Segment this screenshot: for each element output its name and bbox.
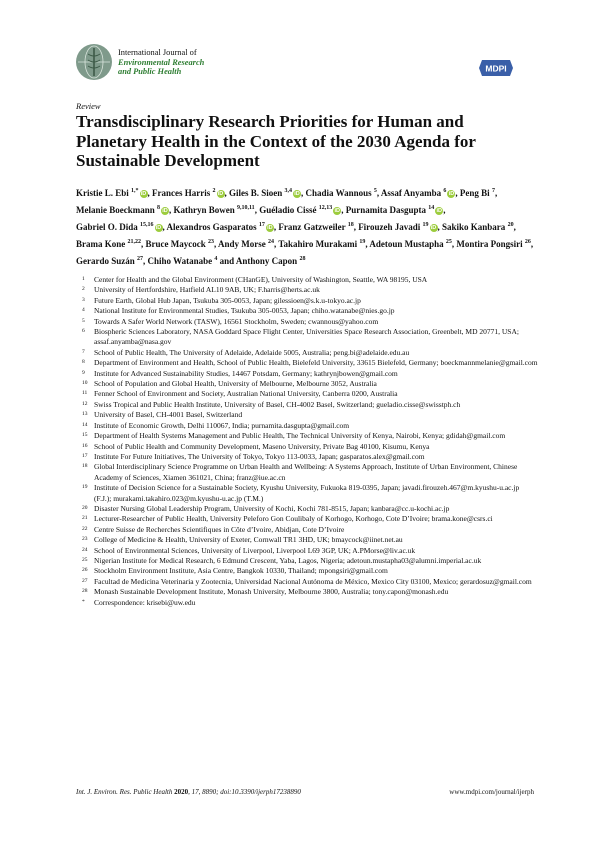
affiliation-item bbox=[82, 452, 538, 462]
affiliation-item bbox=[82, 306, 538, 316]
affiliation-item bbox=[82, 525, 538, 535]
author-separator: , bbox=[376, 188, 380, 198]
affiliation-item bbox=[82, 317, 538, 327]
author-name: Frances Harris bbox=[152, 188, 211, 198]
author-affiliation-marker: 18 bbox=[347, 222, 354, 229]
affiliation-text: Centre Suisse de Recherches Scientifiques in Côte d’Ivoire, Abidjan, Cote D’Ivoire bbox=[94, 524, 345, 534]
affiliation-item bbox=[82, 514, 538, 524]
author-name: Kristie L. Ebi bbox=[76, 188, 129, 198]
author-separator: , bbox=[254, 205, 257, 216]
author bbox=[306, 188, 380, 198]
affiliation-text: University of Hertfordshire, Hatfield AL10 9AB, UK; F.harris@herts.ac.uk bbox=[94, 285, 320, 295]
affiliation-text: Swiss Tropical and Public Health Institute, University of Basel, CH-4002 Basel, Switzerland; gueladio.cisse@swisstph.ch bbox=[94, 399, 461, 409]
affiliation-item bbox=[82, 389, 538, 399]
affiliation-text: University of Basel, CH-4001 Basel, Switzerland bbox=[94, 410, 243, 420]
affiliation-number: 23 bbox=[82, 536, 88, 543]
author-name: Guéladio Cissé bbox=[259, 205, 317, 216]
affiliation-item bbox=[82, 598, 538, 608]
author bbox=[456, 239, 533, 249]
journal-name-line2: Environmental Research bbox=[118, 57, 205, 67]
journal-name-line1: International Journal of bbox=[118, 48, 197, 57]
affiliation-text: Center for Health and the Global Environment (CHanGE), University of Washington, Seattle, WA 98195, USA bbox=[94, 275, 428, 284]
author-affiliation-marker: 19 bbox=[422, 222, 429, 229]
author-affiliation-marker: 14 bbox=[428, 205, 435, 212]
affiliation-item bbox=[82, 358, 538, 368]
author-separator: , bbox=[437, 222, 440, 233]
affiliation-number: 27 bbox=[82, 577, 88, 584]
affiliation-item bbox=[82, 410, 538, 420]
footer-year: 2020 bbox=[174, 788, 189, 796]
author bbox=[76, 205, 171, 215]
affiliation-number: 5 bbox=[82, 317, 85, 324]
affiliation-item bbox=[82, 296, 538, 306]
author bbox=[167, 222, 277, 232]
author-name: Bruce Maycock bbox=[145, 239, 206, 250]
author-affiliation-marker: 1,* bbox=[131, 188, 139, 194]
author-separator: , bbox=[169, 205, 172, 216]
author-affiliation-marker: 24 bbox=[268, 239, 274, 246]
affiliation-number: 10 bbox=[82, 380, 88, 387]
affiliation-text: Global Interdisciplinary Science Programme on Urban Health and Wellbeing: A Systems Approach, Institute of Urban Environment, Chinese Academy of Sciences, Xiamen 361021, China; franz@iue.ac.cn bbox=[94, 462, 518, 482]
author-name: Alexandros Gasparatos bbox=[166, 222, 257, 233]
affiliation-number: 18 bbox=[82, 463, 88, 470]
footer-url[interactable]: www.mdpi.com/journal/ijerph bbox=[449, 788, 534, 796]
footer-citation bbox=[76, 788, 301, 796]
author bbox=[148, 256, 235, 266]
author-name: Firouzeh Javadi bbox=[358, 222, 421, 233]
affiliation-item bbox=[82, 504, 538, 514]
author-affiliation-marker: 9,10,11 bbox=[237, 205, 255, 212]
affiliation-item bbox=[82, 577, 538, 587]
affiliation-item bbox=[82, 587, 538, 597]
orcid-icon[interactable]: iD bbox=[140, 190, 147, 197]
affiliation-number: 2 bbox=[82, 286, 85, 293]
author-separator: , bbox=[273, 222, 277, 233]
author-separator: , bbox=[301, 188, 304, 198]
author bbox=[218, 239, 276, 249]
affiliation-item bbox=[82, 546, 538, 556]
author-name: Sakiko Kanbara bbox=[442, 222, 506, 233]
affiliation-text: Department of Environment and Health, School of Public Health, Bielefeld University, 33615 Bielefeld, Germany; boeckmannmelanie@gmail.com bbox=[94, 358, 538, 368]
author bbox=[346, 205, 446, 215]
affiliation-item bbox=[82, 566, 538, 576]
affiliation-number: 9 bbox=[82, 369, 85, 376]
author-separator: , bbox=[224, 188, 227, 198]
author-name: Chiho Watanabe bbox=[147, 256, 213, 267]
author-name: Montira Pongsiri bbox=[456, 239, 523, 250]
author-affiliation-marker: 25 bbox=[445, 239, 452, 246]
author-affiliation-marker: 3,4 bbox=[284, 188, 293, 194]
affiliation-item bbox=[82, 400, 538, 410]
affiliation-number: 8 bbox=[82, 359, 85, 366]
paper-title: Transdisciplinary Research Priorities for Human and Planetary Health in the Context of the 2030 Agenda for Sustainable Development bbox=[76, 112, 476, 170]
author bbox=[358, 222, 440, 232]
author-separator: , bbox=[341, 205, 344, 216]
author-name: Peng Bi bbox=[459, 188, 490, 198]
author-separator: , bbox=[162, 222, 165, 233]
journal-name-line3: and Public Health bbox=[118, 67, 182, 77]
affiliation-text: Disaster Nursing Global Leadership Program, University of Kochi, Kochi 781-8515, Japan; kanbara@cc.u-kochi.ac.jp bbox=[94, 503, 450, 513]
author-affiliation-marker: 20 bbox=[507, 222, 514, 229]
affiliation-item bbox=[82, 556, 538, 566]
affiliation-text: Stockholm Environment Institute, Asia Centre, Bangkok 10330, Thailand; mpongsiri@gmail.com bbox=[94, 566, 388, 576]
author-affiliation-marker: 12,13 bbox=[318, 205, 333, 212]
affiliation-item bbox=[82, 379, 538, 389]
affiliation-text: Institute For Future Initiatives, The University of Tokyo, Tokyo 113-0033, Japan; gasparatos.alex@gmail.com bbox=[94, 451, 425, 461]
author-affiliation-marker: 21,22 bbox=[127, 239, 141, 246]
affiliation-list bbox=[82, 275, 538, 608]
svg-text:MDPI: MDPI bbox=[485, 63, 507, 74]
author-separator: , bbox=[530, 239, 534, 250]
affiliation-text: Fenner School of Environment and Society, Australian National University, Canberra 0200, Australia bbox=[94, 389, 398, 399]
author-separator: , bbox=[451, 239, 455, 250]
affiliation-number: * bbox=[82, 598, 85, 605]
footer-volume-doi: , 17, 8890; doi:10.3390/ijerph17238890 bbox=[188, 788, 301, 796]
author-name: Franz Gatzweiler bbox=[278, 222, 346, 233]
author-name: Giles B. Sioen bbox=[229, 188, 283, 198]
orcid-icon[interactable]: iD bbox=[430, 225, 437, 232]
affiliation-item bbox=[82, 369, 538, 379]
affiliation-text: Future Earth, Global Hub Japan, Tsukuba 305-0053, Japan; gilessioen@s.k.u-tokyo.ac.jp bbox=[94, 295, 361, 305]
author-affiliation-marker: 23 bbox=[207, 239, 214, 246]
author-affiliation-marker: 2 bbox=[212, 188, 216, 194]
affiliation-number: 21 bbox=[82, 515, 88, 522]
footer-journal: Int. J. Environ. Res. Public Health bbox=[76, 788, 173, 796]
orcid-icon[interactable]: iD bbox=[334, 208, 340, 215]
affiliation-number: 25 bbox=[82, 556, 88, 563]
author-affiliation-marker: 19 bbox=[359, 239, 366, 246]
author-name: Assaf Anyamba bbox=[380, 188, 442, 198]
affiliation-item bbox=[82, 285, 538, 295]
affiliation-number: 12 bbox=[82, 400, 88, 407]
affiliation-item bbox=[82, 462, 538, 483]
affiliation-number: 17 bbox=[82, 452, 88, 459]
author-name: Brama Kone bbox=[76, 239, 126, 250]
affiliation-text: College of Medicine & Health, University of Exeter, Cornwall TR1 3HD, UK; bmaycock@iinet.net.au bbox=[94, 535, 403, 545]
affiliation-text: Biospheric Sciences Laboratory, NASA Goddard Space Flight Center, Universities Space Research Association, Greenbelt, MD 20771, USA; assaf.anyamba@nasa.gov bbox=[94, 327, 519, 347]
author bbox=[152, 188, 227, 198]
affiliation-number: 26 bbox=[82, 567, 88, 574]
author-list bbox=[76, 184, 536, 269]
affiliation-text: Institute of Decision Science for a Sustainable Society, Kyushu University, Fukuoka 819-0395, Japan; javadi.firouzeh.467@m.kyushu-u.ac.jp (F.J.); murakami.takahiro.023@m.kyushu-u.ac.jp (T.M.) bbox=[94, 483, 520, 503]
affiliation-item bbox=[82, 275, 538, 285]
author-name: Gerardo Suzán bbox=[76, 256, 135, 267]
orcid-icon[interactable]: iD bbox=[436, 208, 442, 215]
affiliation-text: Institute for Advanced Sustainability Studies, 14467 Potsdam, Germany; kathrynjbowen@gmail.com bbox=[94, 368, 398, 378]
author bbox=[174, 205, 257, 215]
affiliation-item bbox=[82, 327, 538, 348]
affiliation-number: 6 bbox=[82, 328, 85, 335]
author-name: Andy Morse bbox=[218, 239, 266, 250]
author bbox=[76, 239, 143, 249]
author-affiliation-marker: 26 bbox=[524, 239, 531, 246]
affiliation-text: Department of Health Systems Management and Public Health, The Technical University of Kenya, Nairobi, Kenya; gdidah@gmail.com bbox=[94, 431, 506, 441]
affiliation-text: Institute of Economic Growth, Delhi 110067, India; purnamita.dasgupta@gmail.com bbox=[94, 420, 350, 430]
author-affiliation-marker: 4 bbox=[214, 256, 218, 263]
author-separator: and bbox=[217, 256, 235, 267]
affiliation-text: Facultad de Medicina Veterinaria y Zootecnia, Universidad Nacional Autónoma de México, Mexico City 03100, Mexico; gerardosuz@gmail.com bbox=[94, 576, 532, 586]
author bbox=[259, 205, 343, 215]
author-name: Purnamita Dasgupta bbox=[345, 205, 426, 216]
author-separator: , bbox=[353, 222, 356, 233]
affiliation-number: 20 bbox=[82, 504, 88, 511]
author-separator: , bbox=[494, 188, 498, 198]
affiliation-text: Nigerian Institute for Medical Research, 6 Edmund Crescent, Yaba, Lagos, Nigeria; adetoun.mustapha03@alumni.imperial.ac.uk bbox=[94, 555, 482, 565]
author-separator: , bbox=[443, 205, 446, 216]
affiliation-number: 11 bbox=[82, 390, 88, 397]
affiliation-item bbox=[82, 421, 538, 431]
author-affiliation-marker: 7 bbox=[491, 188, 495, 194]
author-affiliation-marker: 6 bbox=[443, 188, 447, 194]
orcid-icon[interactable]: iD bbox=[267, 225, 273, 232]
author-name: Anthony Capon bbox=[235, 256, 298, 267]
caduceus-globe-icon bbox=[76, 44, 112, 80]
affiliation-number: 13 bbox=[82, 411, 88, 418]
article-type: Review bbox=[76, 101, 101, 111]
orcid-icon[interactable]: iD bbox=[448, 190, 455, 197]
affiliation-item bbox=[82, 348, 538, 358]
author-name: Kathryn Bowen bbox=[173, 205, 235, 216]
author bbox=[460, 188, 497, 198]
author bbox=[76, 256, 145, 266]
author bbox=[76, 188, 150, 198]
orcid-icon[interactable]: iD bbox=[217, 190, 224, 197]
affiliation-number: 16 bbox=[82, 442, 88, 449]
author-separator: , bbox=[513, 222, 516, 233]
author-affiliation-marker: 15,16 bbox=[140, 222, 154, 229]
orcid-icon[interactable]: iD bbox=[162, 208, 168, 215]
author bbox=[381, 188, 458, 198]
affiliation-number: 15 bbox=[82, 432, 88, 439]
affiliation-text: Towards A Safer World Network (TASW), 16561 Stockholm, Sweden; cwannous@yahoo.com bbox=[94, 316, 379, 326]
author-separator: , bbox=[143, 256, 146, 267]
journal-name bbox=[118, 48, 204, 77]
author-affiliation-marker: 5 bbox=[373, 188, 377, 194]
mdpi-logo bbox=[478, 58, 514, 78]
affiliation-text: Monash Sustainable Development Institute, Monash University, Melbourne 3800, Australia; tony.capon@monash.edu bbox=[94, 587, 449, 597]
author bbox=[229, 188, 303, 198]
author-name: Adetoun Mustapha bbox=[369, 239, 444, 250]
author-separator: , bbox=[365, 239, 368, 250]
affiliation-number: 7 bbox=[82, 348, 85, 355]
affiliation-text: School of Public Health and Community Development, Maseno University, Private Bag 40100, Kisumu, Kenya bbox=[94, 441, 430, 451]
orcid-icon[interactable]: iD bbox=[155, 225, 162, 232]
author bbox=[278, 239, 367, 249]
affiliation-item bbox=[82, 431, 538, 441]
affiliation-number: 24 bbox=[82, 546, 88, 553]
author-name: Takahiro Murakami bbox=[278, 239, 358, 250]
affiliation-number: 1 bbox=[82, 276, 85, 282]
author-separator: , bbox=[141, 239, 144, 250]
author-separator: , bbox=[147, 188, 150, 198]
author-separator: , bbox=[274, 239, 277, 250]
affiliation-text: School of Public Health, The University of Adelaide, Adelaide 5005, Australia; peng.bi@adelaide.edu.au bbox=[94, 347, 410, 357]
affiliation-text: Correspondence: krisebi@uw.edu bbox=[94, 597, 196, 607]
author bbox=[369, 239, 454, 249]
author-affiliation-marker: 17 bbox=[258, 222, 265, 229]
author bbox=[146, 239, 217, 249]
affiliation-item bbox=[82, 442, 538, 452]
affiliation-text: National Institute for Environmental Studies, Tsukuba 305-0053, Japan; chiho.watanabe@nies.go.jp bbox=[94, 306, 395, 316]
affiliation-item bbox=[82, 535, 538, 545]
affiliation-number: 3 bbox=[82, 296, 85, 303]
affiliation-text: School of Population and Global Health, University of Melbourne, Melbourne 3052, Australia bbox=[94, 379, 377, 389]
affiliation-text: School of Environmental Sciences, University of Liverpool, Liverpool L69 3GP, UK; A.PMorse@liv.ac.uk bbox=[94, 545, 416, 555]
author-affiliation-marker: 8 bbox=[157, 205, 160, 212]
author bbox=[76, 222, 165, 232]
affiliation-number: 28 bbox=[82, 588, 88, 595]
author-name: Chadia Wannous bbox=[305, 188, 372, 198]
author bbox=[236, 256, 306, 266]
affiliation-number: 19 bbox=[82, 484, 88, 491]
affiliation-number: 4 bbox=[82, 307, 85, 314]
affiliation-item bbox=[82, 483, 538, 504]
orcid-icon[interactable]: iD bbox=[294, 190, 300, 197]
journal-logo bbox=[76, 44, 112, 80]
author-separator: , bbox=[455, 188, 458, 198]
author-separator: , bbox=[213, 239, 217, 250]
author bbox=[442, 222, 516, 232]
author-name: Gabriel O. Dida bbox=[76, 222, 138, 233]
author bbox=[278, 222, 356, 232]
affiliation-text: Lecturer-Researcher of Public Health, University Peleforo Gon Coulibaly of Korhogo, Korhogo, Cote D’Ivoire; brama.kone@csrs.ci bbox=[94, 514, 493, 524]
affiliation-number: 22 bbox=[82, 525, 88, 532]
author-name: Melanie Boeckmann bbox=[76, 205, 155, 216]
author-affiliation-marker: 28 bbox=[299, 256, 306, 263]
author-affiliation-marker: 27 bbox=[137, 256, 144, 263]
affiliation-number: 14 bbox=[82, 421, 88, 428]
